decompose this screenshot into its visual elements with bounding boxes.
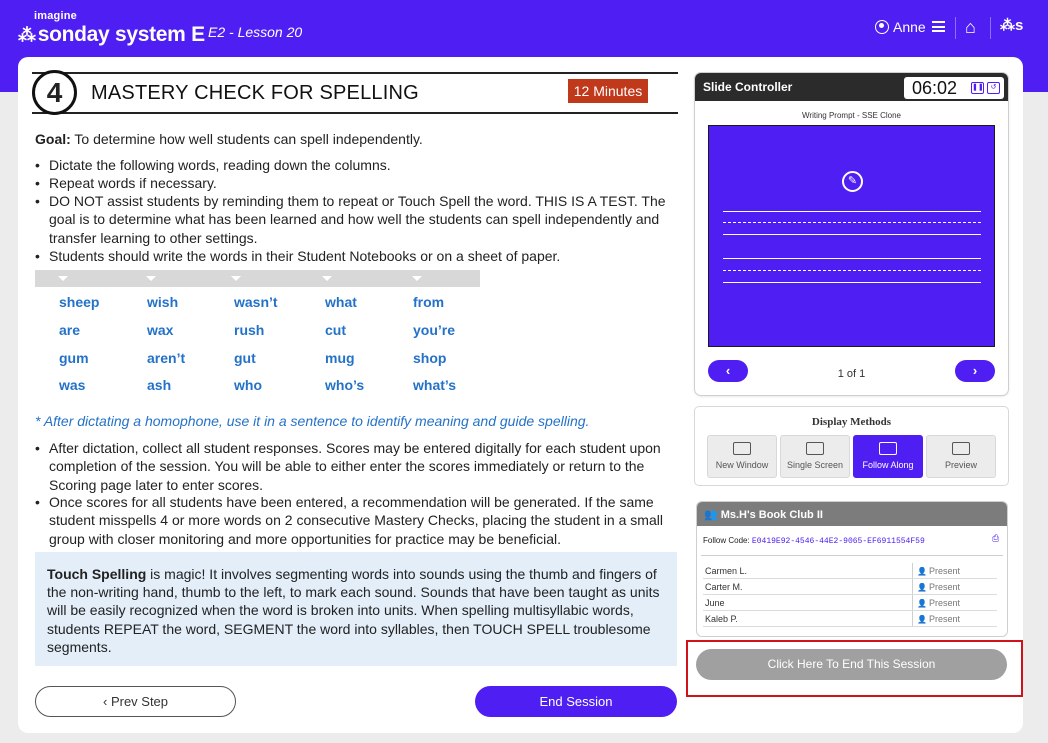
sonday-spark-icon: ⁂	[18, 25, 36, 45]
instruction-bullet: • Students should write the words in their Student Notebooks or on a sheet of paper.	[35, 247, 675, 265]
status-label: Present	[928, 598, 960, 608]
student-name: Carter M.	[705, 582, 743, 592]
home-icon[interactable]: ⌂	[965, 17, 976, 37]
pencil-icon: ✎	[842, 171, 863, 192]
column-toggle-icon[interactable]	[146, 276, 156, 281]
print-icon[interactable]: ⎙	[992, 533, 1000, 543]
sonday-app-icon[interactable]: ⁂s	[1000, 17, 1024, 34]
group-icon: 👥	[704, 509, 718, 521]
goal-label: Goal:	[35, 131, 71, 147]
display-methods-panel	[695, 407, 1008, 485]
end-session-button[interactable]: End Session	[475, 686, 677, 717]
instruction-bullet: • Once scores for all students have been entered, a recommendation will be generated. If the same student misspells 4 or more words on 2 consecutive Mastery Checks, placing the student in a small group with closer monitoring and more opportunities for practice may be beneficial.	[35, 493, 671, 548]
chevron-right-icon: ›	[972, 363, 978, 378]
new-window-icon	[733, 442, 751, 455]
instruction-bullet: • Repeat words if necessary.	[35, 174, 675, 192]
new-window-label: New Window	[715, 460, 769, 470]
user-icon	[875, 20, 889, 34]
word-grid-header	[35, 270, 480, 287]
pause-icon[interactable]: ❚❚	[971, 82, 984, 94]
lesson-label: E2 - Lesson 20	[208, 24, 303, 40]
spelling-word: was	[59, 377, 86, 393]
new-window-button[interactable]	[707, 435, 777, 478]
instruction-bullet: • After dictation, collect all student responses. Scores may be entered digitally for each student upon completion of the session. You will be able to either enter the scores immediately or return to the Scoring page later to enter scores.	[35, 439, 671, 494]
display-methods-title: Display Methods	[811, 416, 892, 428]
spelling-word: rush	[234, 322, 265, 338]
spelling-word: shop	[413, 350, 447, 366]
user-check-icon: 👤	[917, 567, 927, 576]
divider	[701, 555, 1003, 556]
student-name: Carmen L.	[705, 566, 748, 576]
session-timer	[904, 77, 1004, 99]
attendance-status[interactable]	[912, 563, 997, 578]
writing-line	[723, 282, 981, 283]
divider	[990, 17, 991, 39]
column-toggle-icon[interactable]	[231, 276, 241, 281]
prev-step-label: Prev Step	[110, 694, 169, 709]
divider	[955, 17, 956, 39]
single-screen-label: Single Screen	[786, 460, 844, 470]
group-name: Ms.H's Book Club II	[720, 509, 823, 521]
brand-small-text: imagine	[34, 10, 77, 22]
slide-name: Writing Prompt - SSE Clone	[802, 111, 901, 120]
page-indicator: 1 of 1	[837, 368, 866, 380]
timer-value: 06:02	[912, 78, 958, 98]
student-row	[703, 611, 997, 627]
spelling-word: you’re	[413, 322, 456, 338]
homophone-note: * After dictating a homophone, use it in a sentence to identify meaning and guide spelling.	[35, 413, 590, 429]
spelling-word: what’s	[413, 377, 457, 393]
student-group-panel	[697, 502, 1007, 636]
attendance-status[interactable]	[912, 595, 997, 610]
spelling-word: wish	[147, 294, 179, 310]
spelling-word: from	[413, 294, 445, 310]
preview-icon	[952, 442, 970, 455]
student-name: Kaleb P.	[705, 614, 738, 624]
end-this-session-button[interactable]: Click Here To End This Session	[696, 649, 1007, 680]
spelling-word: ash	[147, 377, 172, 393]
user-check-icon: 👤	[917, 615, 927, 624]
column-toggle-icon[interactable]	[412, 276, 422, 281]
tip-text	[47, 565, 667, 656]
status-label: Present	[928, 582, 960, 592]
goal-text	[35, 130, 423, 148]
user-check-icon: 👤	[917, 599, 927, 608]
spelling-word: who’s	[325, 377, 365, 393]
spelling-word: what	[325, 294, 357, 310]
step-title: MASTERY CHECK FOR SPELLING	[91, 82, 419, 104]
slide-controller-panel	[695, 73, 1008, 395]
touch-spelling-tip	[35, 552, 677, 666]
spelling-word: gum	[59, 350, 89, 366]
spelling-word: wax	[147, 322, 174, 338]
group-header	[697, 502, 1007, 526]
preview-button[interactable]	[926, 435, 996, 478]
follow-code-label: Follow Code:	[703, 536, 752, 545]
spelling-word: gut	[234, 350, 256, 366]
writing-line-dashed	[723, 222, 981, 223]
minutes-badge: 12 Minutes	[568, 79, 648, 103]
instruction-bullet: • Dictate the following words, reading down the columns.	[35, 156, 675, 174]
chevron-left-icon: ‹	[102, 694, 108, 709]
step-number: 4	[32, 70, 77, 115]
student-name: June	[705, 598, 725, 608]
next-slide-button[interactable]	[955, 360, 995, 382]
student-row	[703, 563, 997, 579]
follow-code	[703, 536, 925, 546]
spelling-word: sheep	[59, 294, 100, 310]
preview-label: Preview	[944, 460, 977, 470]
brand-name: sonday system E	[37, 23, 205, 46]
slide-controller-title: Slide Controller	[695, 73, 1008, 101]
prev-step-button[interactable]	[35, 686, 236, 717]
tip-bold: Touch Spelling	[47, 566, 147, 582]
goal-description: To determine how well students can spell independently.	[70, 131, 423, 147]
reset-icon[interactable]: ↺	[987, 82, 1000, 94]
status-label: Present	[928, 566, 960, 576]
single-screen-button[interactable]	[780, 435, 850, 478]
follow-code-value[interactable]: E0419E92-4546-44E2-9065-EF6911554F59	[751, 537, 925, 546]
spelling-word: aren’t	[147, 350, 186, 366]
instruction-bullet: • DO NOT assist students by reminding them to repeat or Touch Spell the word. THIS IS A TEST. The goal is to determine what has been learned and how well the students can spell independently and transfer learning to other settings.	[35, 192, 671, 247]
spelling-word: mug	[325, 350, 355, 366]
attendance-status[interactable]	[912, 579, 997, 594]
user-check-icon: 👤	[917, 583, 927, 592]
column-toggle-icon[interactable]	[322, 276, 332, 281]
writing-line	[723, 211, 981, 212]
student-row	[703, 595, 997, 611]
status-label: Present	[928, 614, 960, 624]
follow-along-label: Follow Along	[862, 460, 914, 470]
writing-line	[723, 258, 981, 259]
follow-along-button[interactable]	[853, 435, 923, 478]
spelling-word: are	[59, 322, 81, 338]
user-menu[interactable]	[875, 19, 926, 35]
student-row	[703, 579, 997, 595]
slide-preview[interactable]	[708, 125, 995, 347]
tip-body: is magic! It involves segmenting words into sounds using the thumb and fingers of the non-writing hand, thumb to the left, to mark each sound. Sounds that have been taught as units will be easily recognized when the word is broken into units. When spelling multisyllabic words, students REPEAT the word, SEGMENT the word into syllables, then TOUCH SPELL troublesome segments.	[47, 566, 660, 655]
column-toggle-icon[interactable]	[58, 276, 68, 281]
user-name: Anne	[893, 19, 926, 35]
menu-icon[interactable]	[932, 21, 945, 32]
writing-line-dashed	[723, 270, 981, 271]
cast-icon	[879, 442, 897, 455]
writing-line	[723, 234, 981, 235]
spelling-word: wasn’t	[234, 294, 278, 310]
spelling-word: cut	[325, 322, 346, 338]
laptop-icon	[806, 442, 824, 455]
spelling-word: who	[234, 377, 262, 393]
chevron-left-icon: ‹	[725, 363, 731, 378]
attendance-status[interactable]	[912, 611, 997, 626]
brand-main-text	[18, 23, 205, 47]
